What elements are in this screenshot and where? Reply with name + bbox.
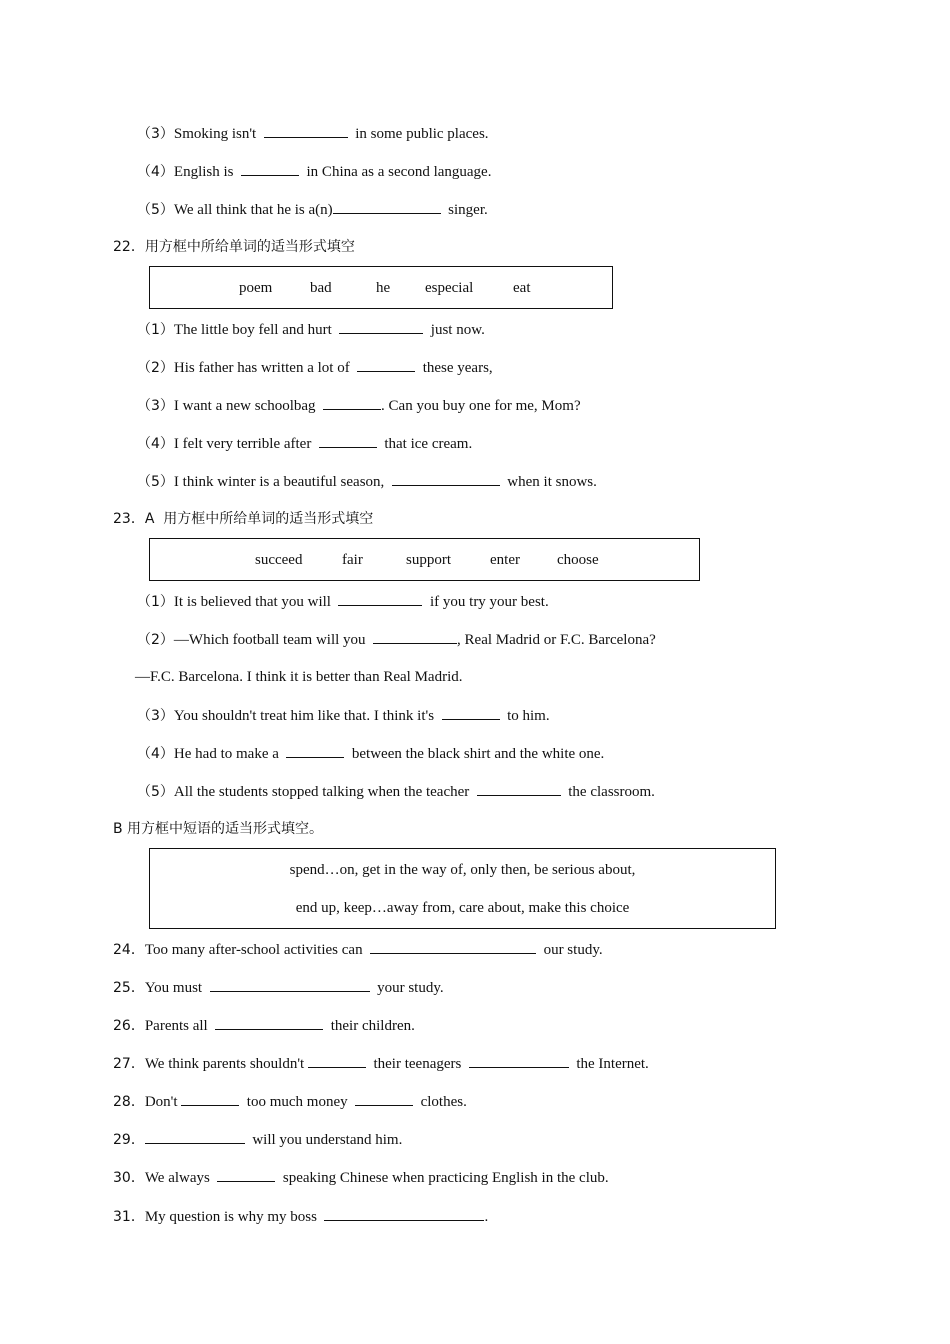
- answer-blank[interactable]: [181, 1091, 239, 1106]
- phrase-box-line-1: spend…on, get in the way of, only then, be serious about,: [289, 862, 636, 878]
- q24: 24．Too many after-school activities can our study.: [113, 939, 603, 960]
- q31: 31．My question is why my boss .: [113, 1206, 488, 1227]
- answer-blank[interactable]: [338, 591, 422, 606]
- word-box-item: fair: [342, 552, 363, 568]
- answer-blank[interactable]: [324, 1206, 484, 1221]
- answer-blank[interactable]: [210, 977, 370, 992]
- answer-blank[interactable]: [370, 939, 536, 954]
- answer-blank[interactable]: [308, 1053, 366, 1068]
- word-box-item: bad: [310, 280, 332, 296]
- word-box-item: eat: [513, 280, 531, 296]
- q23-b-heading: B 用方框中短语的适当形式填空。: [113, 821, 324, 837]
- word-box-item: poem: [239, 280, 273, 296]
- q23-item-3: （3）You shouldn't treat him like that. I think it's to him.: [137, 705, 550, 726]
- q23-item-2-response: —F.C. Barcelona. I think it is better than Real Madrid.: [135, 669, 463, 685]
- word-box-item: support: [406, 552, 451, 568]
- answer-blank[interactable]: [323, 395, 381, 410]
- q22-word-box: [149, 266, 613, 309]
- q25: 25．You must your study.: [113, 977, 444, 998]
- answer-blank[interactable]: [215, 1015, 323, 1030]
- phrase-box-line-2: end up, keep…away from, care about, make this choice: [295, 900, 630, 916]
- word-box-item: especial: [425, 280, 474, 296]
- q22-item-5: （5）I think winter is a beautiful season, when it snows.: [137, 471, 597, 492]
- word-box-item: he: [376, 280, 391, 296]
- q28: 28．Don't too much money clothes.: [113, 1091, 467, 1112]
- q22-item-1: （1）The little boy fell and hurt just now.: [137, 319, 485, 340]
- q21-item-4: （4）English is in China as a second language.: [137, 161, 491, 182]
- q29: 29． will you understand him.: [113, 1129, 402, 1150]
- q22-item-3: （3）I want a new schoolbag . Can you buy one for me, Mom?: [137, 395, 581, 416]
- word-box-item: choose: [557, 552, 599, 568]
- q22-item-4: （4）I felt very terrible after that ice cream.: [137, 433, 472, 454]
- word-box-item: enter: [490, 552, 520, 568]
- q26: 26．Parents all their children.: [113, 1015, 415, 1036]
- answer-blank[interactable]: [357, 357, 415, 372]
- answer-blank[interactable]: [373, 629, 457, 644]
- q21-item-3: （3）Smoking isn't in some public places.: [137, 123, 489, 144]
- answer-blank[interactable]: [264, 123, 348, 138]
- q30: 30．We always speaking Chinese when practicing English in the club.: [113, 1167, 609, 1188]
- q22-heading: 22．用方框中所给单词的适当形式填空: [113, 239, 355, 255]
- q23-item-4: （4）He had to make a between the black shirt and the white one.: [137, 743, 604, 764]
- q23-item-5: （5）All the students stopped talking when the teacher the classroom.: [137, 781, 655, 802]
- answer-blank[interactable]: [355, 1091, 413, 1106]
- answer-blank[interactable]: [392, 471, 500, 486]
- q22-item-2: （2）His father has written a lot of these years,: [137, 357, 493, 378]
- answer-blank[interactable]: [286, 743, 344, 758]
- q23-item-1: （1）It is believed that you will if you try your best.: [137, 591, 549, 612]
- answer-blank[interactable]: [241, 161, 299, 176]
- answer-blank[interactable]: [339, 319, 423, 334]
- word-box-item: succeed: [255, 552, 303, 568]
- q23-word-box: [149, 538, 700, 581]
- q23-item-2: （2）—Which football team will you , Real Madrid or F.C. Barcelona?: [137, 629, 656, 650]
- q23-heading: 23．A 用方框中所给单词的适当形式填空: [113, 511, 374, 527]
- answer-blank[interactable]: [442, 705, 500, 720]
- answer-blank[interactable]: [469, 1053, 569, 1068]
- q21-item-5: （5）We all think that he is a(n) singer.: [137, 199, 488, 220]
- answer-blank[interactable]: [145, 1129, 245, 1144]
- answer-blank[interactable]: [477, 781, 561, 796]
- q27: 27．We think parents shouldn't their teenagers the Internet.: [113, 1053, 649, 1074]
- answer-blank[interactable]: [217, 1167, 275, 1182]
- answer-blank[interactable]: [319, 433, 377, 448]
- q23-phrase-box: [149, 848, 776, 929]
- answer-blank[interactable]: [333, 199, 441, 214]
